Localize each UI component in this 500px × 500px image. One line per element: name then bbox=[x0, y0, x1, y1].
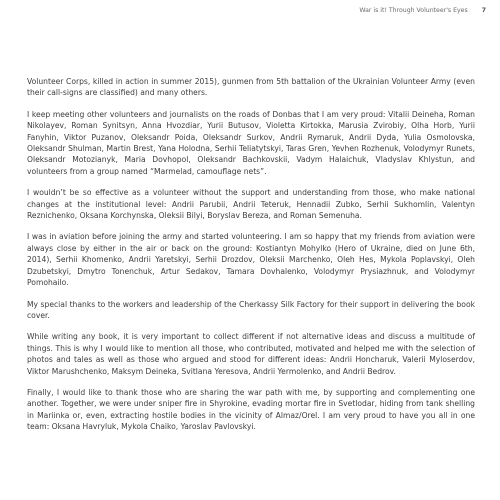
paragraph: Finally, I would like to thank those who are sharing the war path with me, by supporting and complementing one another. Together, we were under sniper fire in Shyrokine, evading mortar fire in Svetlodar, hiding from tank shelling in Mariinka or, even, extracting hostile bodies in the vicinity of Almaz/Orel. I am very proud to have you all in one team: Oksana Havryluk, Mykola Chaiko, Yaroslav Pavlovskyi. bbox=[27, 387, 475, 432]
paragraph: I keep meeting other volunteers and journalists on the roads of Donbas that I am very proud: Vitalii Deineha, Roman Nikolayev, Roman Synitsyn, Anna Hvozdiar, Yurii Butusov, Violetta Kirtokka, Marusia Zvirobiy, Olha Horb, Yurii Fanyhin, Viktor Puzanov, Oleksandr Poida, Oleksandr Surkov, Andrii Rymaruk, Andrii Dyda, Yulia Osmolovska, Oleksandr Shulman, Martin Brest, Yana Holodna, Serhii Teliatytskyi, Taras Gren, Yevhen Rozhenuk, Volodymyr Runets, Oleksandr Motozianyk, Maria Dovhopol, Oleksandr Bachkovskii, Vadym Halaichuk, Vladyslav Khlystun, and volunteers from a group named “Marmelad, camouflage nets”. bbox=[27, 109, 475, 176]
body-text bbox=[27, 76, 475, 443]
paragraph: My special thanks to the workers and leadership of the Cherkassy Silk Factory for their support in delivering the book cover. bbox=[27, 299, 475, 320]
paragraph: Volunteer Corps, killed in action in summer 2015), gunmen from 5th battalion of the Ukrainian Volunteer Army (even their call-signs are classified) and many others. bbox=[27, 77, 475, 98]
page-number: 7 bbox=[481, 7, 486, 14]
paragraph: While writing any book, it is very important to collect different if not alternative ideas and discuss a multitude of things. This is why I would like to mention all those, who contributed, motivated and helped me with the selection of photos and tales as well as those who argued and stood for different ideas: Andrii Honcharuk, Valerii Myloserdov, Viktor Marushchenko, Maksym Deineka, Svitlana Yeresova, Andrii Yermolenko, and Andrii Bedrov. bbox=[27, 332, 475, 376]
running-header bbox=[359, 7, 486, 14]
paragraph: I wouldn’t be so effective as a volunteer without the support and understanding from those, who make national changes at the institutional level: Andrii Parubii, Andrii Teteruk, Hennadii Zubko, Serhii Sukhomlin, Valentyn Reznichenko, Oksana Korchynska, Oleksii Bilyi, Boryslav Bereza, and Roman Semenuha. bbox=[27, 188, 475, 221]
running-title: War is it! Through Volunteer's Eyes bbox=[359, 7, 468, 14]
paragraph: I was in aviation before joining the army and started volunteering. I am so happy that my friends from aviation were always close by either in the air or back on the ground: Kostiantyn Mohylko (Hero of Ukraine, died on June 6th, 2014), Serhii Khomenko, Andrii Yaretskyi, Serhii Drozdov, Oleksii Marchenko, Oleh Hes, Mykola Poplavskyi, Oleh Dzubetskyi, Dmytro Tonenchuk, Artur Sedakov, Tamara Dovhalenko, Volodymyr Prysiazhnuk, and Volodymyr Pomohailo. bbox=[27, 232, 475, 288]
